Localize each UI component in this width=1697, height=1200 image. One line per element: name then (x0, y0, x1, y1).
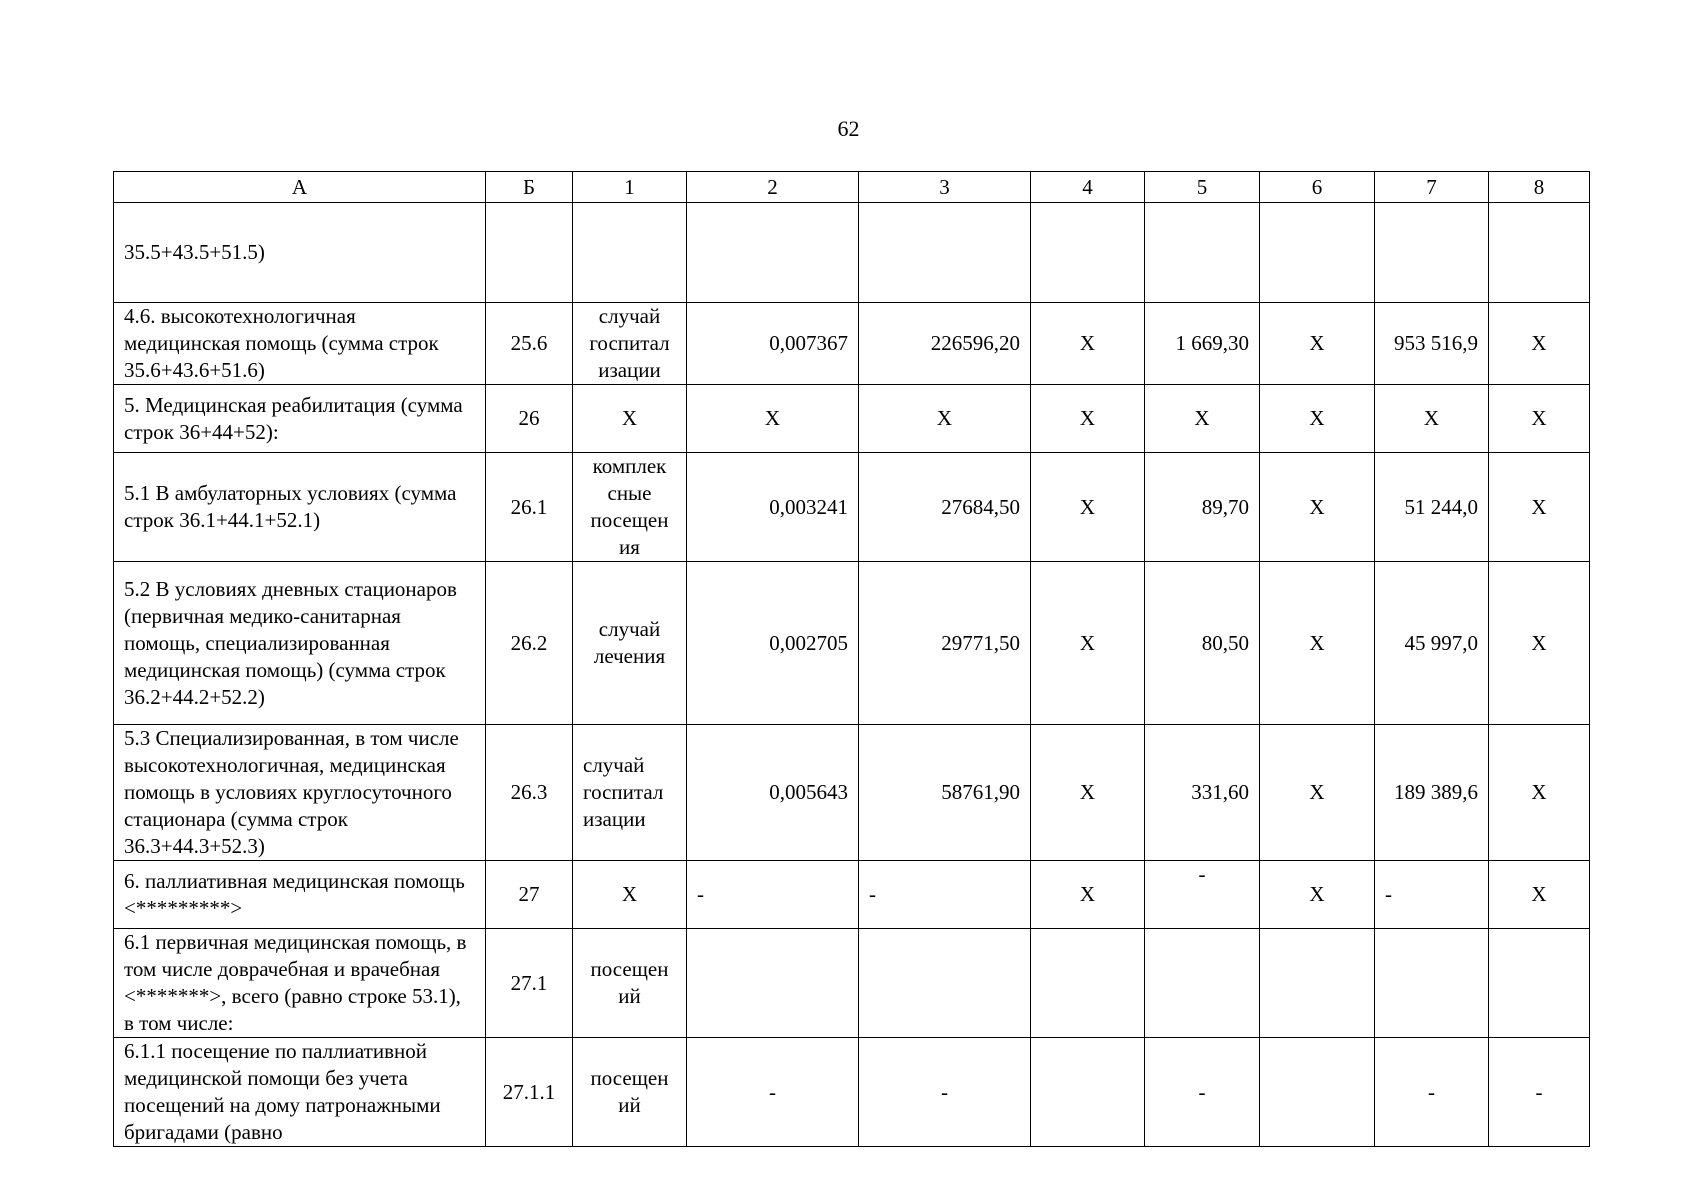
cell-col3: - (859, 861, 1031, 929)
column-header: А (114, 172, 486, 203)
row-unit (573, 203, 687, 303)
column-header: 6 (1260, 172, 1375, 203)
cell-col8 (1489, 929, 1590, 1038)
cell-col6: Х (1260, 861, 1375, 929)
cell-col4 (1031, 929, 1145, 1038)
cell-col4 (1031, 1038, 1145, 1147)
table-row (114, 861, 1590, 929)
cell-col3: Х (859, 385, 1031, 453)
cell-col6 (1260, 929, 1375, 1038)
row-name: 5.1 В амбулаторных условиях (сумма строк 36.1+44.1+52.1) (114, 453, 486, 562)
cell-col3: 27684,50 (859, 453, 1031, 562)
cell-col7: 51 244,0 (1375, 453, 1489, 562)
table-row (114, 203, 1590, 303)
cell-col8: Х (1489, 725, 1590, 861)
cell-col4: Х (1031, 562, 1145, 725)
row-name: 4.6. высокотехнологичная медицинская помощь (сумма строк 35.6+43.6+51.6) (114, 303, 486, 385)
cell-col3: 58761,90 (859, 725, 1031, 861)
cell-col8: Х (1489, 861, 1590, 929)
cell-col2: 0,007367 (687, 303, 859, 385)
row-name: 5.2 В условиях дневных стационаров (первичная медико-санитарная помощь, специализированная медицинская помощь) (сумма строк 36.2+44.2+52.2) (114, 562, 486, 725)
table-row (114, 725, 1590, 861)
row-code: 27.1 (486, 929, 573, 1038)
cell-col7: 45 997,0 (1375, 562, 1489, 725)
cell-col8: Х (1489, 385, 1590, 453)
row-name: 6. паллиативная медицинская помощь <*********> (114, 861, 486, 929)
cell-col4: Х (1031, 303, 1145, 385)
cell-col8 (1489, 203, 1590, 303)
row-code: 27.1.1 (486, 1038, 573, 1147)
row-code: 26 (486, 385, 573, 453)
cell-col3 (859, 929, 1031, 1038)
cell-col7: 953 516,9 (1375, 303, 1489, 385)
cost-table (113, 171, 1590, 1147)
row-name: 5. Медицинская реабилитация (сумма строк 36+44+52): (114, 385, 486, 453)
row-unit: комплек сные посещен ия (573, 453, 687, 562)
row-unit: посещен ий (573, 1038, 687, 1147)
cell-col6: Х (1260, 303, 1375, 385)
cell-col5: 1 669,30 (1145, 303, 1260, 385)
cell-col2: Х (687, 385, 859, 453)
cell-col2: - (687, 861, 859, 929)
cell-col7 (1375, 203, 1489, 303)
cell-col5: 89,70 (1145, 453, 1260, 562)
row-unit: посещен ий (573, 929, 687, 1038)
cell-col7: 189 389,6 (1375, 725, 1489, 861)
row-code: 26.2 (486, 562, 573, 725)
cell-col7: - (1375, 861, 1489, 929)
row-name: 5.3 Специализированная, в том числе высокотехнологичная, медицинская помощь в условиях круглосуточного стационара (сумма строк 36.3+44.3+52.3) (114, 725, 486, 861)
column-header: 1 (573, 172, 687, 203)
cell-col6: Х (1260, 385, 1375, 453)
table-row (114, 303, 1590, 385)
cell-col6: Х (1260, 453, 1375, 562)
cell-col5: 80,50 (1145, 562, 1260, 725)
column-header: 7 (1375, 172, 1489, 203)
column-header: 5 (1145, 172, 1260, 203)
cell-col4 (1031, 203, 1145, 303)
row-name: 35.5+43.5+51.5) (114, 203, 486, 303)
cell-col6: Х (1260, 725, 1375, 861)
cell-col5: 331,60 (1145, 725, 1260, 861)
cell-col8: Х (1489, 453, 1590, 562)
cell-col4: Х (1031, 725, 1145, 861)
row-unit: Х (573, 861, 687, 929)
column-header: 4 (1031, 172, 1145, 203)
column-header: Б (486, 172, 573, 203)
cell-col5: Х (1145, 385, 1260, 453)
cell-col4: Х (1031, 385, 1145, 453)
row-unit: случай госпитал изации (573, 303, 687, 385)
table-row (114, 1038, 1590, 1147)
cell-col2: 0,005643 (687, 725, 859, 861)
column-header: 8 (1489, 172, 1590, 203)
cell-col5: - (1145, 1038, 1260, 1147)
cell-col6 (1260, 203, 1375, 303)
cell-col2: 0,003241 (687, 453, 859, 562)
row-unit: Х (573, 385, 687, 453)
cell-col7: Х (1375, 385, 1489, 453)
row-unit: случай лечения (573, 562, 687, 725)
cell-col3: - (859, 1038, 1031, 1147)
column-header: 3 (859, 172, 1031, 203)
row-code: 25.6 (486, 303, 573, 385)
page-number: 62 (837, 116, 860, 141)
cell-col3 (859, 203, 1031, 303)
cell-col5 (1145, 929, 1260, 1038)
cell-col2: 0,002705 (687, 562, 859, 725)
row-code: 26.3 (486, 725, 573, 861)
cell-col6 (1260, 1038, 1375, 1147)
row-code: 27 (486, 861, 573, 929)
table-row (114, 453, 1590, 562)
cell-col3: 226596,20 (859, 303, 1031, 385)
cell-col2 (687, 929, 859, 1038)
cell-col8: - (1489, 1038, 1590, 1147)
row-name: 6.1 первичная медицинская помощь, в том числе доврачебная и врачебная <*******>, всего (равно строке 53.1), в том числе: (114, 929, 486, 1038)
row-code (486, 203, 573, 303)
cell-col4: Х (1031, 453, 1145, 562)
table-row (114, 562, 1590, 725)
cell-col2 (687, 203, 859, 303)
table-row (114, 385, 1590, 453)
cell-col2: - (687, 1038, 859, 1147)
row-name: 6.1.1 посещение по паллиативной медицинской помощи без учета посещений на дому патронажными бригадами (равно (114, 1038, 486, 1147)
cell-col7: - (1375, 1038, 1489, 1147)
column-header: 2 (687, 172, 859, 203)
cell-col3: 29771,50 (859, 562, 1031, 725)
cell-col7 (1375, 929, 1489, 1038)
cell-col6: Х (1260, 562, 1375, 725)
row-unit: случай госпитал изации (573, 725, 687, 861)
cell-col8: Х (1489, 303, 1590, 385)
cell-col5 (1145, 203, 1260, 303)
cell-col4: Х (1031, 861, 1145, 929)
cell-col5: - (1145, 861, 1260, 929)
row-code: 26.1 (486, 453, 573, 562)
cell-col8: Х (1489, 562, 1590, 725)
header-row (114, 172, 1590, 203)
table-row (114, 929, 1590, 1038)
